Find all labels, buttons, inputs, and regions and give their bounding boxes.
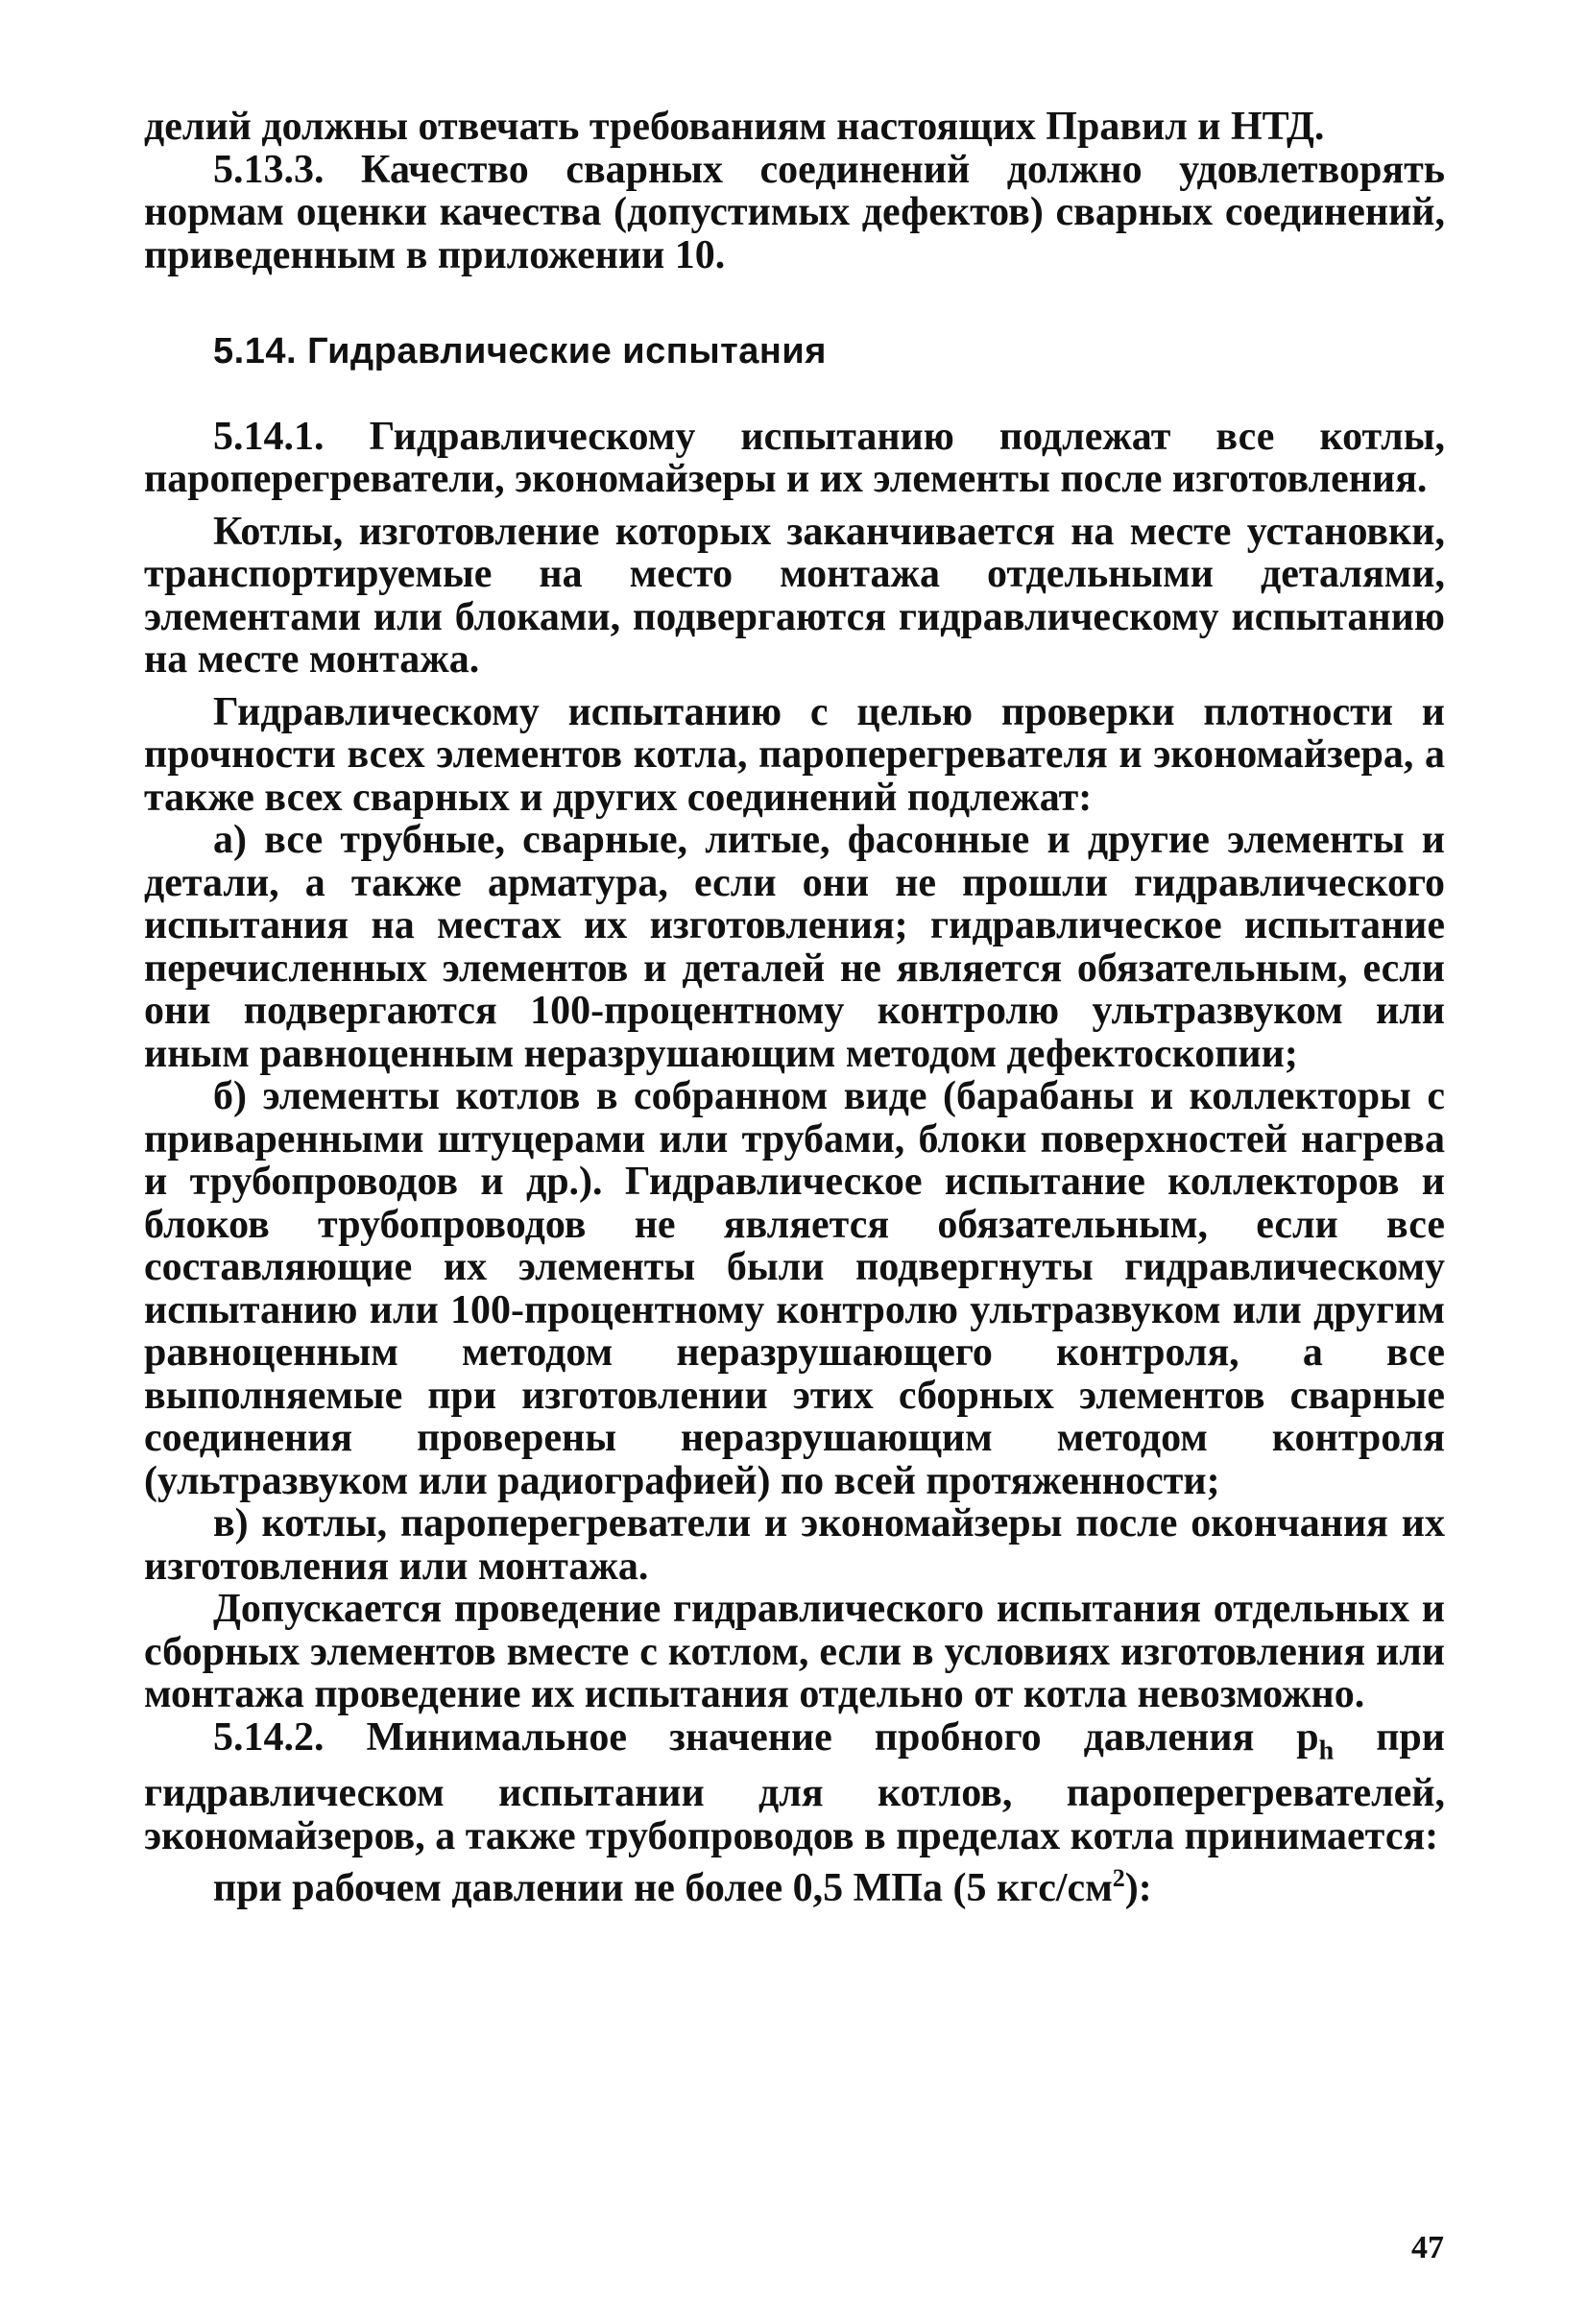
working-pressure-suffix: ):	[1124, 1866, 1152, 1911]
list-item-a: а) все трубные, сварные, литые, фасонные и другие элементы и детали, а также арматура, если они не прошли гидравлического испытания на местах их изготовления; гидравлическое испытание перечисленных элементов и деталей не является обязательным, если они подвергаются 100-процентному контролю ультразвуком или иным равноценным неразрушающим методом дефектоскопии;	[144, 818, 1445, 1076]
working-pressure-prefix: при рабочем давлении не более 0,5 МПа (5 кгс/см	[213, 1866, 1113, 1911]
paragraph-combined-test: Допускается проведение гидравлического испытания отдельных и сборных элементов вместе с котлом, если в условиях изготовления или монтажа проведение их испытания отдельно от котла невозможно.	[144, 1587, 1445, 1716]
paragraph-5-14-2-prefix: 5.14.2. Минимальное значение пробного давления p	[213, 1714, 1319, 1760]
section-title: 5.14. Гидравлические испытания	[213, 331, 827, 371]
unit-superscript: 2	[1112, 1864, 1125, 1893]
page-number: 47	[1411, 2230, 1444, 2265]
paragraph-5-13-3: 5.13.3. Качество сварных соединений должно удовлетворять нормам оценки качества (допустимых дефектов) сварных соединений, приведенным в приложении 10.	[144, 147, 1445, 277]
list-item-v: в) котлы, пароперегреватели и экономайзеры после окончания их изготовления или монтажа.	[144, 1501, 1445, 1589]
list-item-b: б) элементы котлов в собранном виде (барабаны и коллекторы с приваренными штуцерами или трубами, блоки поверхностей нагрева и трубопроводов и др.). Гидравлическое испытание коллекторов и блоков трубопроводов не является обязательным, если все составляющие их элементы были подвергнуты гидравлическому испытанию или 100-процентному контролю ультразвуком или другим равноценным методом неразрушающего контроля, а все выполняемые при изготовлении этих сборных элементов сварные соединения проверены неразрушающим методом контроля (ультразвуком или радиографией) по всей протяженности;	[144, 1074, 1445, 1503]
pressure-subscript: h	[1318, 1735, 1335, 1765]
document-page	[144, 106, 1445, 2265]
paragraph-5-14-2	[144, 1716, 1445, 1858]
paragraph-working-pressure	[144, 1857, 1445, 1910]
paragraph-continuation: делий должны отвечать требованиям настоящих Правил и НТД.	[144, 105, 1325, 149]
paragraph-5-14-2-suffix: при гидравлическом испытании для котлов, пароперегревателей, экономайзеров, а также трубопроводов в пределах котла принимается:	[144, 1714, 1445, 1858]
paragraph-hydraulic-test-scope: Гидравлическому испытанию с целью проверки плотности и прочности всех элементов котла, пароперегревателя и экономайзера, а также всех сварных и других соединений подлежат:	[144, 689, 1445, 820]
paragraph-5-14-1: 5.14.1. Гидравлическому испытанию подлежат все котлы, пароперегреватели, экономайзеры и их элементы после изготовления.	[144, 414, 1445, 501]
paragraph-boilers-assembly: Котлы, изготовление которых заканчивается на месте установки, транспортируемые на место монтажа отдельными деталями, элементами или блоками, подвергаются гидравлическому испытанию на месте монтажа.	[144, 509, 1445, 682]
